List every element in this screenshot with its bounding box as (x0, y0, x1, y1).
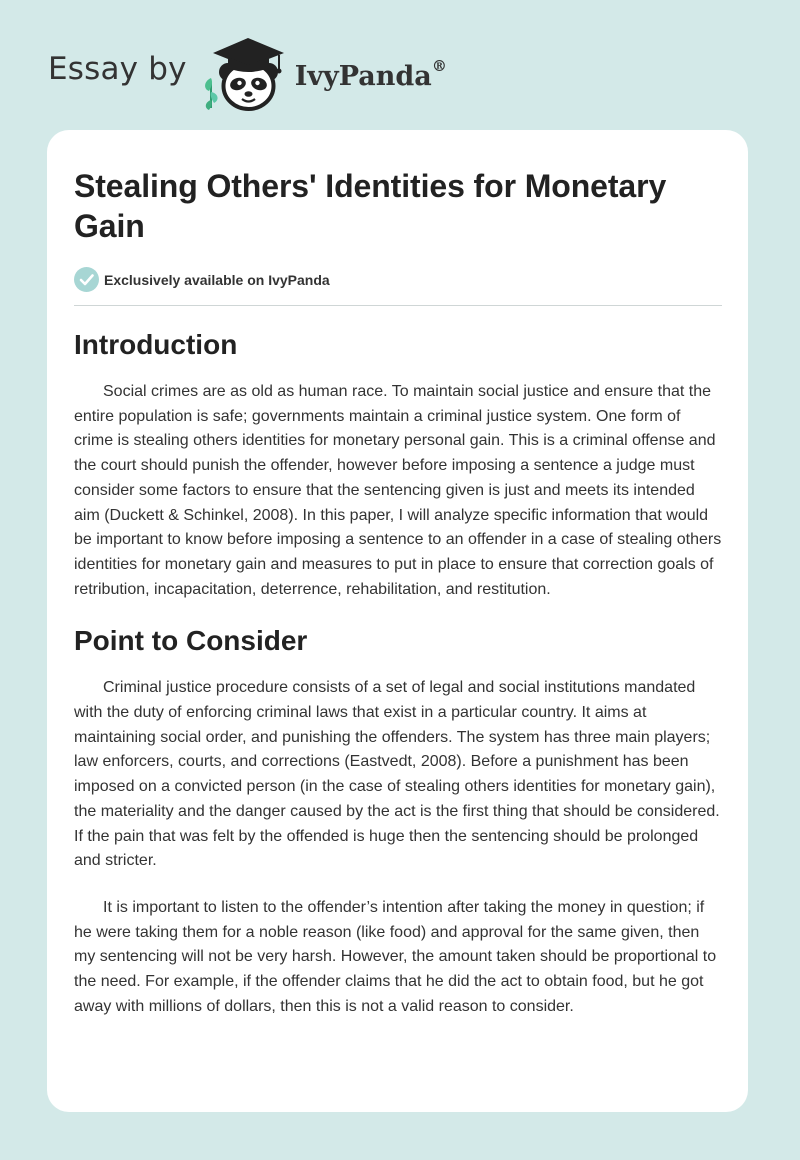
title-divider (74, 305, 722, 306)
exclusive-badge-text: Exclusively available on IvyPanda (104, 271, 330, 288)
brand-prefix: Essay by (48, 51, 187, 87)
section-heading: Point to Consider (74, 625, 308, 657)
check-circle-icon (74, 267, 99, 292)
essay-title: Stealing Others' Identities for Monetary Gain (74, 168, 667, 244)
paragraph: It is important to listen to the offender’s intention after taking the money in question; if he were taking them for a noble reason (like food) and approval for the same given, then my sentencing will not be very harsh. However, the amount taken should be proportional to the need. For example, if the offender claims that he did the act to obtain food, but he got away with millions of dollars, then this is not a valid reason to consider. (74, 898, 717, 1015)
section-point-to-consider (74, 624, 722, 1019)
paragraph: Criminal justice procedure consists of a set of legal and social institutions mandated with the duty of enforcing criminal laws that exist in a particular country. It aims at maintaining social order, and punishing the offenders. The system has three main players; law enforcers, courts, and corrections (Eastvedt, 2008). Before a punishment has been imposed on a convicted person (in the case of stealing others identities for monetary gain), the materiality and the danger caused by the act is the first thing that should be considered. If the pain that was felt by the offended is huge then the sentencing should be prolonged and stricter. (74, 679, 720, 870)
section-heading: Introduction (74, 329, 238, 360)
brand-name-text: IvyPanda (294, 60, 432, 92)
site-brand[interactable] (48, 34, 447, 114)
essay-card (47, 130, 748, 1112)
exclusive-badge (74, 267, 722, 292)
panda-logo-icon (201, 34, 291, 114)
registered-mark: ® (431, 56, 447, 75)
brand-name (294, 56, 447, 92)
section-introduction (74, 328, 722, 602)
paragraph: Social crimes are as old as human race. To maintain social justice and ensure that the entire population is safe; governments maintain a criminal justice system. One form of crime is stealing others identities for monetary personal gain. This is a criminal offense and the court should punish the offender, however before imposing a sentence a judge must consider some factors to ensure that the sentencing given is just and meets its intended aim (Duckett & Schinkel, 2008). In this paper, I will analyze specific information that would be important to know before imposing a sentence to an offender in a case of stealing others identities for monetary gain and measures to put in place to ensure that correction goals of retribution, incapacitation, deterrence, rehabilitation, and restitution. (74, 383, 722, 598)
